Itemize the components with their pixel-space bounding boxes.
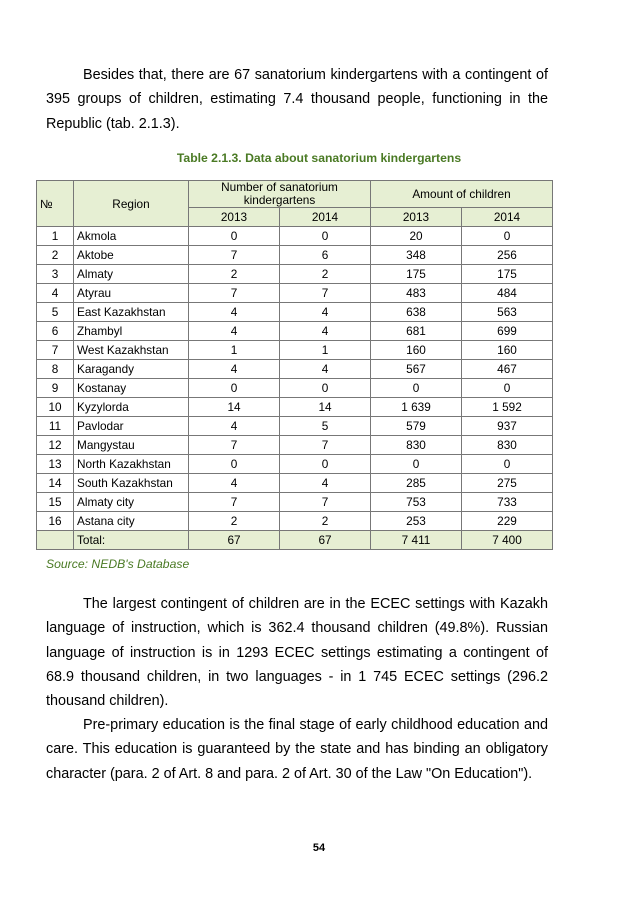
table-row: [37, 360, 553, 379]
table-source: Source: NEDB's Database: [46, 557, 190, 571]
row-no: 2: [37, 246, 74, 265]
row-region: Kyzylorda: [74, 398, 189, 417]
row-kindergartens-2013: 4: [189, 474, 280, 493]
row-children-2013: 348: [371, 246, 462, 265]
row-children-2014: 256: [462, 246, 553, 265]
table-row: [37, 379, 553, 398]
row-children-2013: 20: [371, 227, 462, 246]
row-region: Kostanay: [74, 379, 189, 398]
header-year: 2014: [280, 208, 371, 227]
row-kindergartens-2013: 4: [189, 417, 280, 436]
header-no: №: [37, 181, 74, 227]
row-kindergartens-2014: 0: [280, 455, 371, 474]
table-row: [37, 474, 553, 493]
row-kindergartens-2013: 7: [189, 246, 280, 265]
row-kindergartens-2014: 0: [280, 379, 371, 398]
row-kindergartens-2013: 7: [189, 436, 280, 455]
header-year: 2013: [189, 208, 280, 227]
table-row: [37, 493, 553, 512]
table-row: [37, 227, 553, 246]
row-region: Pavlodar: [74, 417, 189, 436]
table-row: [37, 322, 553, 341]
table-row: [37, 417, 553, 436]
sanatorium-kindergartens-table: [36, 180, 553, 550]
row-kindergartens-2014: 0: [280, 227, 371, 246]
row-children-2013: 638: [371, 303, 462, 322]
row-kindergartens-2014: 4: [280, 303, 371, 322]
row-no: 9: [37, 379, 74, 398]
row-children-2013: 285: [371, 474, 462, 493]
row-children-2013: 483: [371, 284, 462, 303]
row-no: 6: [37, 322, 74, 341]
total-children-2014: 7 400: [462, 531, 553, 550]
contingent-paragraph: The largest contingent of children are in the ECEC settings with Kazakh language of instruction, which is 362.4 thousand children (49.8%). Russian language of instruction is in 1293 ECEC settings estimating a contingent of 68.9 thousand children, in two languages - in 1 745 ECEC settings (296.2 thousand children).: [46, 596, 548, 710]
row-children-2014: 1 592: [462, 398, 553, 417]
row-children-2014: 467: [462, 360, 553, 379]
row-kindergartens-2014: 4: [280, 474, 371, 493]
header-children-group: Amount of children: [371, 181, 553, 208]
table-row: [37, 246, 553, 265]
table-row: [37, 398, 553, 417]
row-region: Zhambyl: [74, 322, 189, 341]
row-region: West Kazakhstan: [74, 341, 189, 360]
pre-primary-paragraph: Pre-primary education is the final stage of early childhood education and care. This education is guaranteed by the state and has binding an obligatory character (para. 2 of Art. 8 and para. 2 of Art. 30 of the Law "On Education").: [46, 717, 548, 782]
total-kindergartens-2014: 67: [280, 531, 371, 550]
row-children-2014: 733: [462, 493, 553, 512]
row-kindergartens-2013: 7: [189, 493, 280, 512]
row-children-2014: 275: [462, 474, 553, 493]
row-kindergartens-2013: 0: [189, 379, 280, 398]
row-children-2014: 699: [462, 322, 553, 341]
total-row: [37, 531, 553, 550]
table-row: [37, 341, 553, 360]
row-kindergartens-2013: 14: [189, 398, 280, 417]
row-region: Almaty: [74, 265, 189, 284]
row-kindergartens-2013: 2: [189, 512, 280, 531]
row-kindergartens-2014: 4: [280, 360, 371, 379]
row-kindergartens-2013: 4: [189, 360, 280, 379]
row-kindergartens-2013: 0: [189, 455, 280, 474]
row-kindergartens-2014: 1: [280, 341, 371, 360]
row-children-2013: 0: [371, 379, 462, 398]
row-children-2014: 0: [462, 227, 553, 246]
row-children-2013: 753: [371, 493, 462, 512]
row-kindergartens-2014: 5: [280, 417, 371, 436]
row-kindergartens-2014: 7: [280, 436, 371, 455]
row-kindergartens-2013: 4: [189, 322, 280, 341]
row-children-2014: 830: [462, 436, 553, 455]
intro-paragraph: Besides that, there are 67 sanatorium kindergartens with a contingent of 395 groups of children, estimating 7.4 thousand people, functioning in the Republic (tab. 2.1.3).: [46, 67, 548, 132]
row-kindergartens-2013: 1: [189, 341, 280, 360]
total-no-cell: [37, 531, 74, 550]
row-children-2013: 0: [371, 455, 462, 474]
table-row: [37, 265, 553, 284]
row-children-2013: 579: [371, 417, 462, 436]
row-children-2014: 937: [462, 417, 553, 436]
row-no: 7: [37, 341, 74, 360]
row-no: 4: [37, 284, 74, 303]
row-region: Atyrau: [74, 284, 189, 303]
row-children-2014: 484: [462, 284, 553, 303]
row-children-2013: 567: [371, 360, 462, 379]
row-no: 14: [37, 474, 74, 493]
row-no: 3: [37, 265, 74, 284]
row-children-2013: 175: [371, 265, 462, 284]
page-number: 54: [312, 842, 326, 854]
row-children-2014: 160: [462, 341, 553, 360]
row-kindergartens-2014: 4: [280, 322, 371, 341]
row-no: 10: [37, 398, 74, 417]
row-kindergartens-2014: 7: [280, 493, 371, 512]
row-kindergartens-2013: 7: [189, 284, 280, 303]
header-year: 2013: [371, 208, 462, 227]
row-kindergartens-2014: 7: [280, 284, 371, 303]
table-row: [37, 455, 553, 474]
row-children-2014: 0: [462, 379, 553, 398]
row-region: Akmola: [74, 227, 189, 246]
row-kindergartens-2013: 0: [189, 227, 280, 246]
row-children-2014: 0: [462, 455, 553, 474]
row-region: North Kazakhstan: [74, 455, 189, 474]
row-region: Astana city: [74, 512, 189, 531]
row-region: Mangystau: [74, 436, 189, 455]
row-region: Aktobe: [74, 246, 189, 265]
row-kindergartens-2014: 2: [280, 512, 371, 531]
table-body: [37, 227, 553, 531]
row-no: 16: [37, 512, 74, 531]
row-children-2014: 563: [462, 303, 553, 322]
row-region: East Kazakhstan: [74, 303, 189, 322]
table-row: [37, 284, 553, 303]
row-kindergartens-2013: 4: [189, 303, 280, 322]
row-no: 11: [37, 417, 74, 436]
row-no: 13: [37, 455, 74, 474]
row-kindergartens-2014: 14: [280, 398, 371, 417]
total-kindergartens-2013: 67: [189, 531, 280, 550]
total-children-2013: 7 411: [371, 531, 462, 550]
row-no: 8: [37, 360, 74, 379]
header-kindergartens-group: Number of sanatorium kindergartens: [189, 181, 371, 208]
table-row: [37, 303, 553, 322]
row-children-2013: 160: [371, 341, 462, 360]
row-children-2013: 830: [371, 436, 462, 455]
total-label: Total:: [74, 531, 189, 550]
row-region: Almaty city: [74, 493, 189, 512]
row-region: South Kazakhstan: [74, 474, 189, 493]
table-row: [37, 512, 553, 531]
row-children-2013: 1 639: [371, 398, 462, 417]
header-year: 2014: [462, 208, 553, 227]
row-children-2014: 175: [462, 265, 553, 284]
table-caption: Table 2.1.3. Data about sanatorium kindergartens: [176, 151, 462, 165]
header-region: Region: [74, 181, 189, 227]
table-row: [37, 436, 553, 455]
row-no: 5: [37, 303, 74, 322]
row-children-2013: 681: [371, 322, 462, 341]
row-no: 15: [37, 493, 74, 512]
row-children-2013: 253: [371, 512, 462, 531]
row-children-2014: 229: [462, 512, 553, 531]
row-region: Karagandy: [74, 360, 189, 379]
row-no: 12: [37, 436, 74, 455]
row-kindergartens-2014: 6: [280, 246, 371, 265]
row-kindergartens-2013: 2: [189, 265, 280, 284]
row-no: 1: [37, 227, 74, 246]
row-kindergartens-2014: 2: [280, 265, 371, 284]
